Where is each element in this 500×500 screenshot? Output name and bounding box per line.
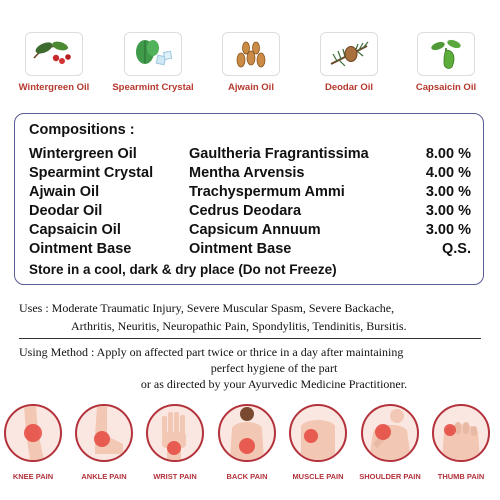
using-method-section xyxy=(19,344,489,392)
shoulder-pain-icon xyxy=(361,404,419,462)
pain-shoulder xyxy=(358,404,422,481)
composition-row xyxy=(29,184,471,203)
ingredient-scientific-name: Trachyspermum Ammi xyxy=(189,184,345,200)
ingredient-scientific-name: Cedrus Deodara xyxy=(189,203,302,219)
storage-instruction: Store in a cool, dark & dry place (Do not Freeze) xyxy=(29,262,337,277)
spearmint-leaf-icon xyxy=(124,32,182,76)
uses-line: Arthritis, Neuritis, Neuropathic Pain, Spondylitis, Tendinitis, Bursitis. xyxy=(71,319,407,333)
ingredient-quantity: 4.00 % xyxy=(425,165,471,181)
pain-back xyxy=(215,404,279,481)
pain-thumb xyxy=(429,404,493,481)
ingredient-quantity: Q.S. xyxy=(441,241,471,257)
pain-wrist xyxy=(143,404,207,481)
ingredient-scientific-name: Gaultheria Fragrantissima xyxy=(189,146,369,162)
ingredient-name: Capsaicin Oil xyxy=(415,82,477,93)
ingredient-scientific-name: Mentha Arvensis xyxy=(189,165,305,181)
ingredient-common-name: Deodar Oil xyxy=(29,203,103,219)
ingredient-name: Ajwain Oil xyxy=(228,82,274,93)
pain-label: ANKLE PAIN xyxy=(81,472,127,481)
ingredient-scientific-name: Ointment Base xyxy=(189,241,292,257)
ingredient-name: Spearmint Crystal xyxy=(112,82,194,93)
pain-label: KNEE PAIN xyxy=(12,472,54,481)
ingredient-name: Wintergreen Oil xyxy=(18,82,90,93)
method-line: or as directed by your Ayurvedic Medicine Practitioner. xyxy=(140,377,408,391)
pain-label: WRIST PAIN xyxy=(153,472,197,481)
ingredient-common-name: Capsaicin Oil xyxy=(29,222,121,238)
ingredient-common-name: Wintergreen Oil xyxy=(29,146,137,162)
ingredient-row xyxy=(6,32,494,94)
ingredient-ajwain xyxy=(203,32,299,93)
composition-row xyxy=(29,222,471,241)
ingredient-scientific-name: Capsicum Annuum xyxy=(189,222,321,238)
composition-title: Compositions : xyxy=(29,122,135,138)
deodar-cone-icon xyxy=(320,32,378,76)
pain-muscle xyxy=(286,404,350,481)
ankle-pain-icon xyxy=(75,404,133,462)
ingredient-capsaicin xyxy=(398,32,494,93)
pain-label: MUSCLE PAIN xyxy=(292,472,344,481)
uses-section xyxy=(19,299,489,335)
section-divider xyxy=(19,338,481,339)
pain-label: BACK PAIN xyxy=(226,472,268,481)
composition-row xyxy=(29,203,471,222)
method-line: Using Method : Apply on affected part twice or thrice in a day after maintaining xyxy=(19,345,404,359)
composition-row xyxy=(29,146,471,165)
back-pain-icon xyxy=(218,404,276,462)
pain-ankle xyxy=(72,404,136,481)
knee-pain-icon xyxy=(4,404,62,462)
ingredient-common-name: Ointment Base xyxy=(29,241,132,257)
pain-label: THUMB PAIN xyxy=(437,472,485,481)
thumb-pain-icon xyxy=(432,404,490,462)
ingredient-quantity: 3.00 % xyxy=(425,203,471,219)
pain-label: SHOULDER PAIN xyxy=(359,472,421,481)
chili-pepper-icon xyxy=(417,32,475,76)
composition-row xyxy=(29,165,471,184)
muscle-pain-icon xyxy=(289,404,347,462)
pain-row xyxy=(0,404,500,484)
pain-knee xyxy=(1,404,65,481)
ajwain-seeds-icon xyxy=(222,32,280,76)
ingredient-common-name: Spearmint Crystal xyxy=(29,165,154,181)
composition-box xyxy=(14,113,484,285)
ingredient-quantity: 3.00 % xyxy=(425,184,471,200)
ingredient-deodar xyxy=(301,32,397,93)
ingredient-wintergreen xyxy=(6,32,102,93)
ingredient-name: Deodar Oil xyxy=(324,82,374,93)
ingredient-spearmint xyxy=(105,32,201,93)
ingredient-common-name: Ajwain Oil xyxy=(29,184,100,200)
uses-line: Uses : Moderate Traumatic Injury, Severe Muscular Spasm, Severe Backache, xyxy=(19,301,395,315)
ingredient-quantity: 3.00 % xyxy=(425,222,471,238)
wintergreen-berry-icon xyxy=(25,32,83,76)
ingredient-quantity: 8.00 % xyxy=(425,146,471,162)
composition-row xyxy=(29,241,471,260)
method-line: perfect hygiene of the part xyxy=(210,361,338,375)
composition-table xyxy=(29,146,471,260)
wrist-pain-icon xyxy=(146,404,204,462)
